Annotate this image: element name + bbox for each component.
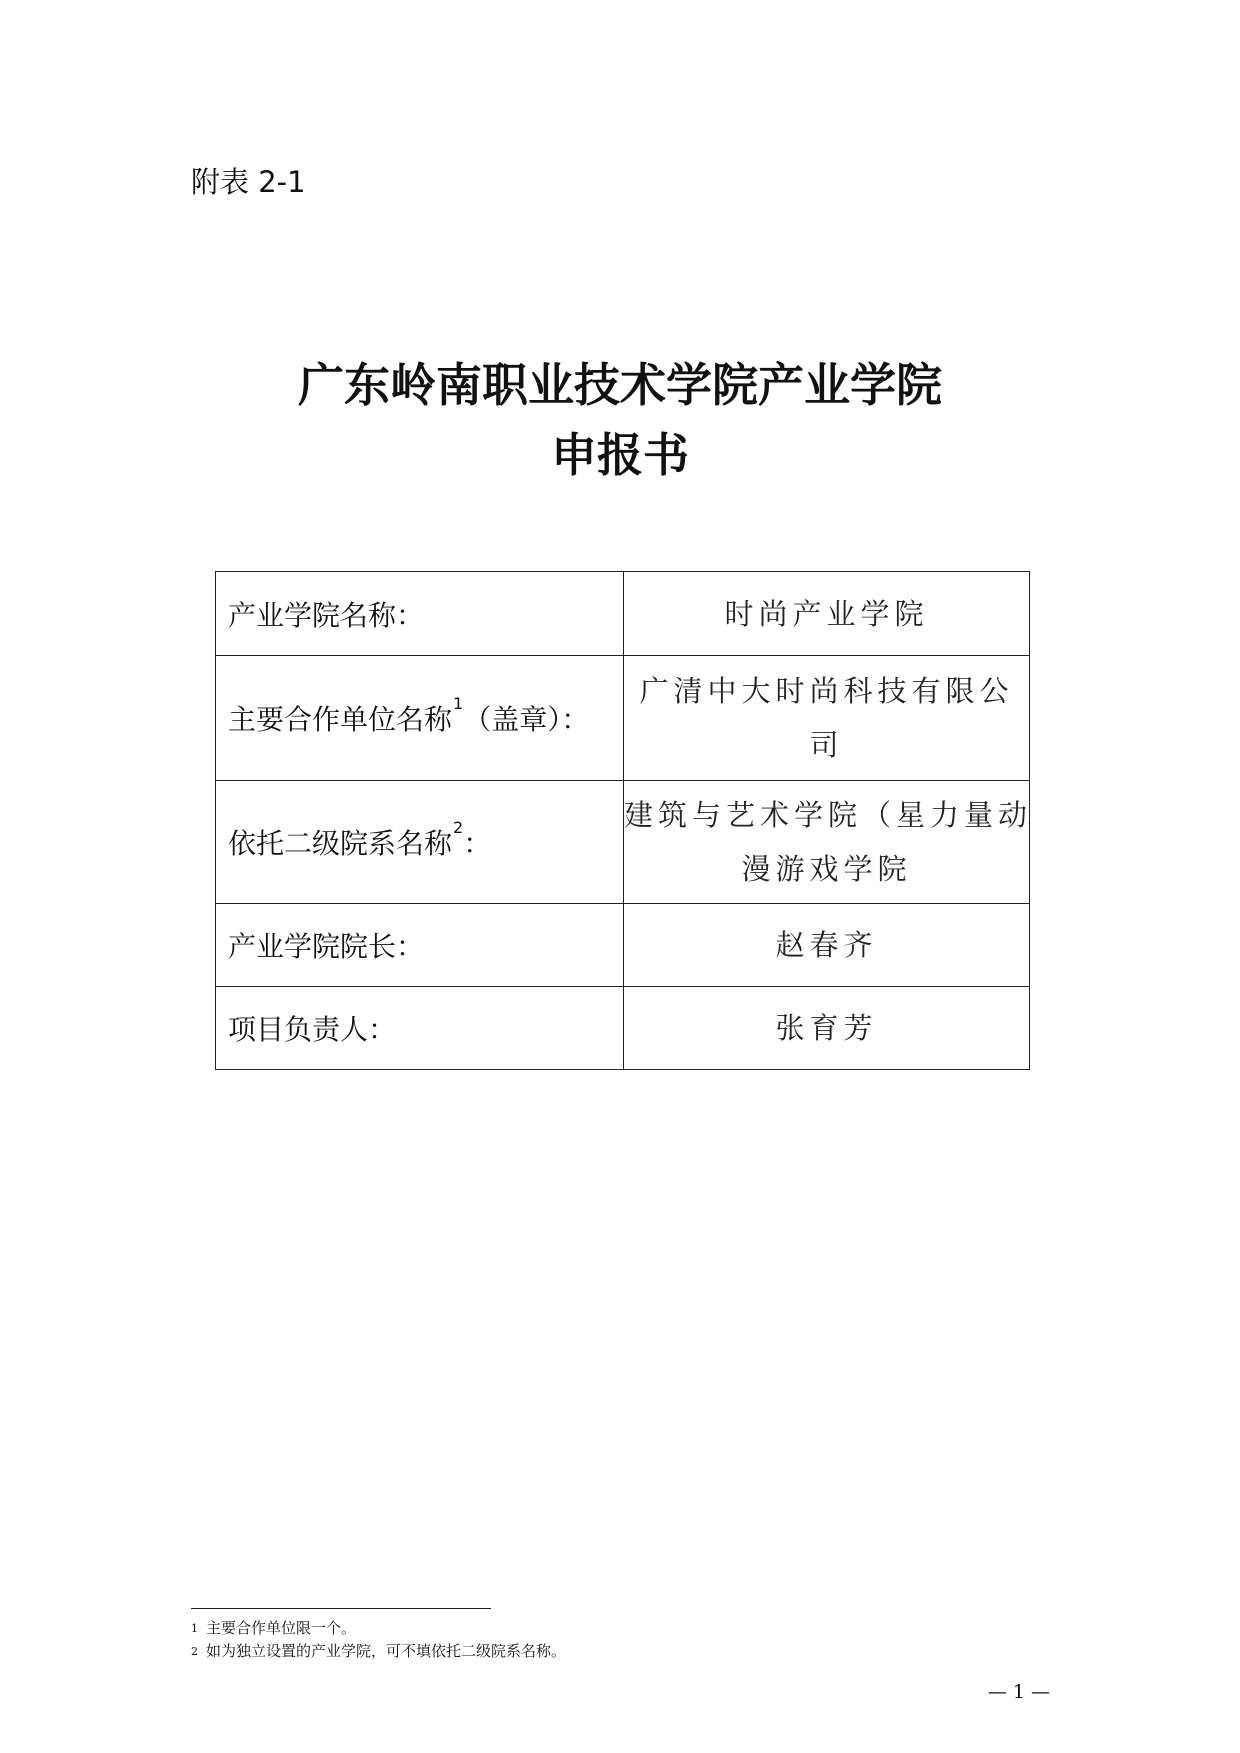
table-row-college-name: [216, 572, 1030, 656]
label-project-lead: 项目负责人：: [216, 987, 624, 1070]
label-partner-unit: 主要合作单位名称$^1$（盖章）：: [216, 656, 624, 781]
table-row-partner-unit: [216, 656, 1030, 781]
label-dean: 产业学院院长：: [216, 904, 624, 987]
footnote-2: $^2$ 如为独立设置的产业学院，可不填依托二级院系名称。: [191, 1642, 567, 1660]
document-title: [0, 350, 1240, 490]
value-partner-unit: 广清中大时尚科技有限公 司: [624, 656, 1030, 781]
table-row-dean: [216, 904, 1030, 987]
application-info-table: [215, 571, 1033, 1070]
value-affiliated-department: 建筑与艺术学院（星力量动 漫游戏学院: [624, 781, 1030, 904]
page-number: — 1 —: [987, 1681, 1050, 1703]
footnote-1: $^1$ 主要合作单位限一个。: [191, 1619, 357, 1637]
table-row-project-lead: [216, 987, 1030, 1070]
label-college-name: 产业学院名称：: [216, 572, 624, 656]
title-line-2: 申报书: [551, 428, 689, 482]
value-college-name: 时尚产业学院: [624, 572, 1030, 656]
value-project-lead: 张育芳: [624, 987, 1030, 1070]
label-affiliated-department: 依托二级院系名称$^2$：: [216, 781, 624, 904]
attachment-label: 附表 2-1: [191, 165, 306, 199]
value-dean: 赵春齐: [624, 904, 1030, 987]
footnote-divider: [191, 1608, 491, 1609]
footnotes: [191, 1617, 566, 1663]
footnote-ref-2: 2: [453, 818, 464, 837]
table-row-affiliated-department: [216, 781, 1030, 904]
footnote-ref-1: 1: [453, 694, 464, 713]
title-line-1: 广东岭南职业技术学院产业学院: [298, 358, 942, 412]
